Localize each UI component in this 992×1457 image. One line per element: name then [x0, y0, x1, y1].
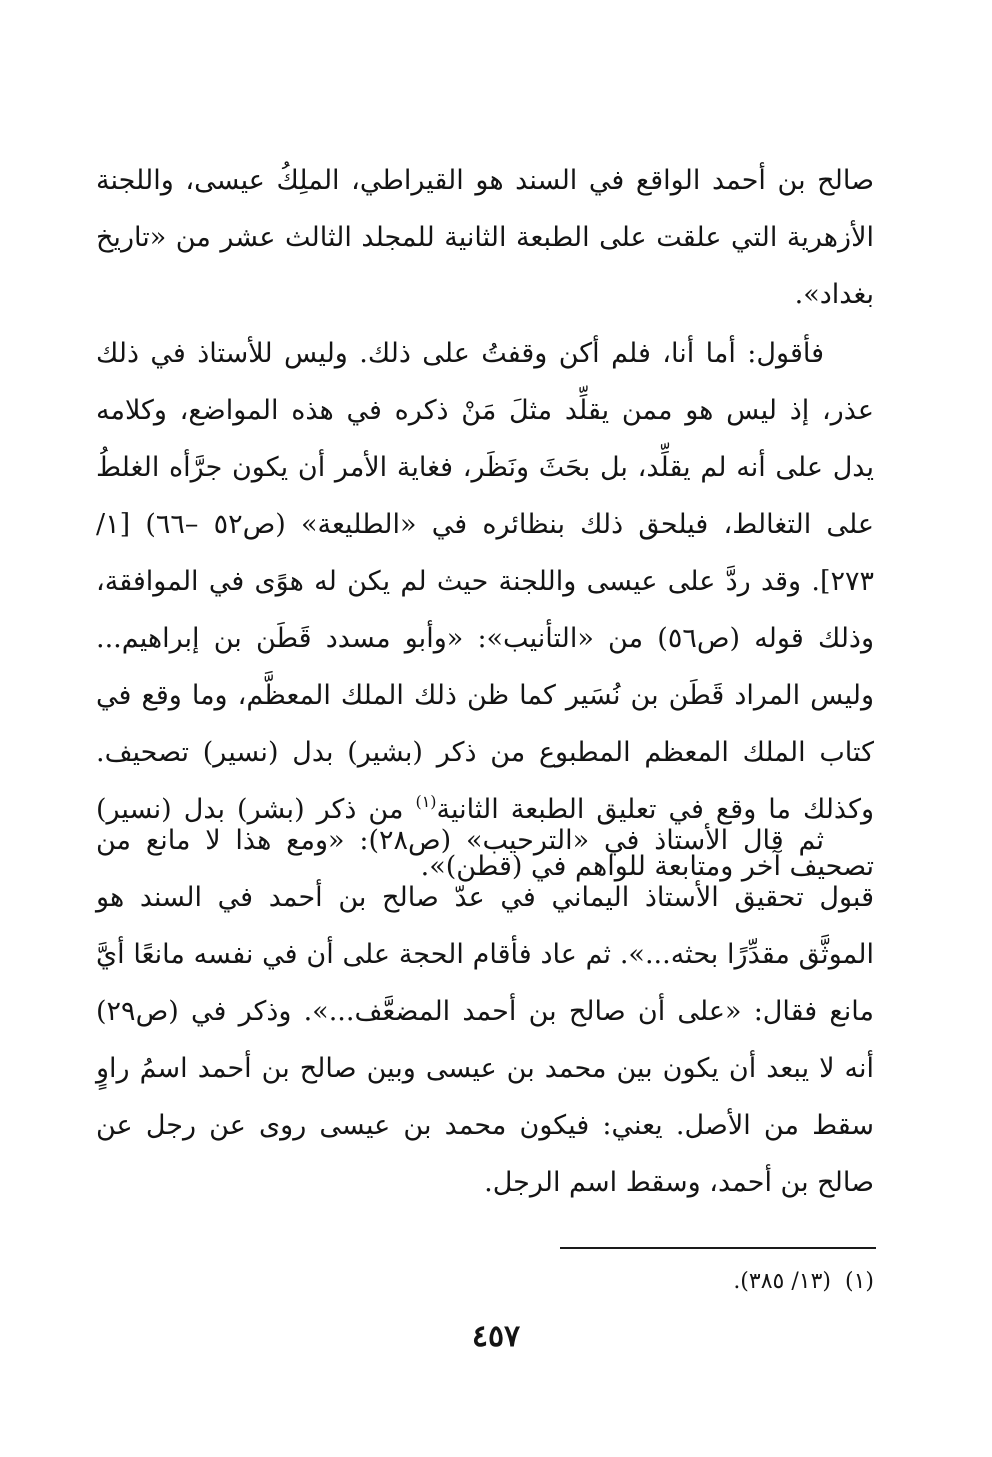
paragraph-2-main: فأقول: أما أنا، فلم أكن وقفتُ على ذلك. وليس للأستاذ في ذلك عذر، إذ ليس هو ممن يقلِّد مثلَ مَنْ ذكره في هذه المواضع، وكلامه يدل على أنه لم يقلِّد، بل بحَثَ ونَظَر، فغاية الأمر أن يكون جرَّأه الغلطُ على التغالط، فيلحق ذلك بنظائره في «الطليعة» (ص٥٢ –٦٦) [١/ ٢٧٣]. وقد ردَّ على عيسى واللجنة حيث لم يكن له هوًى في الموافقة، وذلك قوله (ص٥٦) من «التأنيب»: «وأبو مسدد قَطَن بن إبراهيم... وليس المراد قَطَن بن نُسَير كما ظن ذلك الملك المعظَّم، وما وقع في كتاب الملك المعظم المطبوع من ذكر (بشير) بدل (نسير) تصحيف. وكذلك ما وقع في تعليق الطبعة الثانية	[96, 338, 874, 825]
footnote	[733, 1262, 874, 1302]
footnote-separator	[560, 1247, 876, 1249]
body-text-section-1	[96, 152, 874, 323]
paragraph-3: ثم قال الأستاذ في «الترحيب» (ص٢٨): «ومع هذا لا مانع من قبول تحقيق الأستاذ اليماني في عدّ صالح بن أحمد في السند هو الموثَّق مقدِّرًا بحثه...». ثم عاد فأقام الحجة على أن في نفسه مانعًا أيَّ مانع فقال: «على أن صالح بن أحمد المضعَّف...». وذكر في (ص٢٩) أنه لا يبعد أن يكون بين محمد بن عيسى وبين صالح بن أحمد اسمُ راوٍ سقط من الأصل. يعني: فيكون محمد بن عيسى روى عن رجل عن صالح بن أحمد، وسقط اسم الرجل.	[96, 825, 874, 1198]
paragraph-2-tail: من ذكر (بشر) بدل (نسير) تصحيف آخر ومتابعة للواهم في (قطن)».	[96, 794, 874, 882]
body-text-section-2	[96, 325, 874, 895]
footnote-number: (١)	[844, 1269, 874, 1294]
footnote-reference: (١)	[415, 792, 437, 811]
page-number: ٤٥٧	[471, 1319, 521, 1354]
paragraph-2	[96, 325, 874, 895]
paragraph-1: صالح بن أحمد الواقع في السند هو القيراطي، الملِكُ عيسى، واللجنة الأزهرية التي علقت على الطبعة الثانية للمجلد الثالث عشر من «تاريخ بغداد».	[96, 165, 874, 310]
body-text-section-3	[96, 812, 874, 1211]
footnote-text: (١٣/ ٣٨٥).	[733, 1269, 831, 1294]
